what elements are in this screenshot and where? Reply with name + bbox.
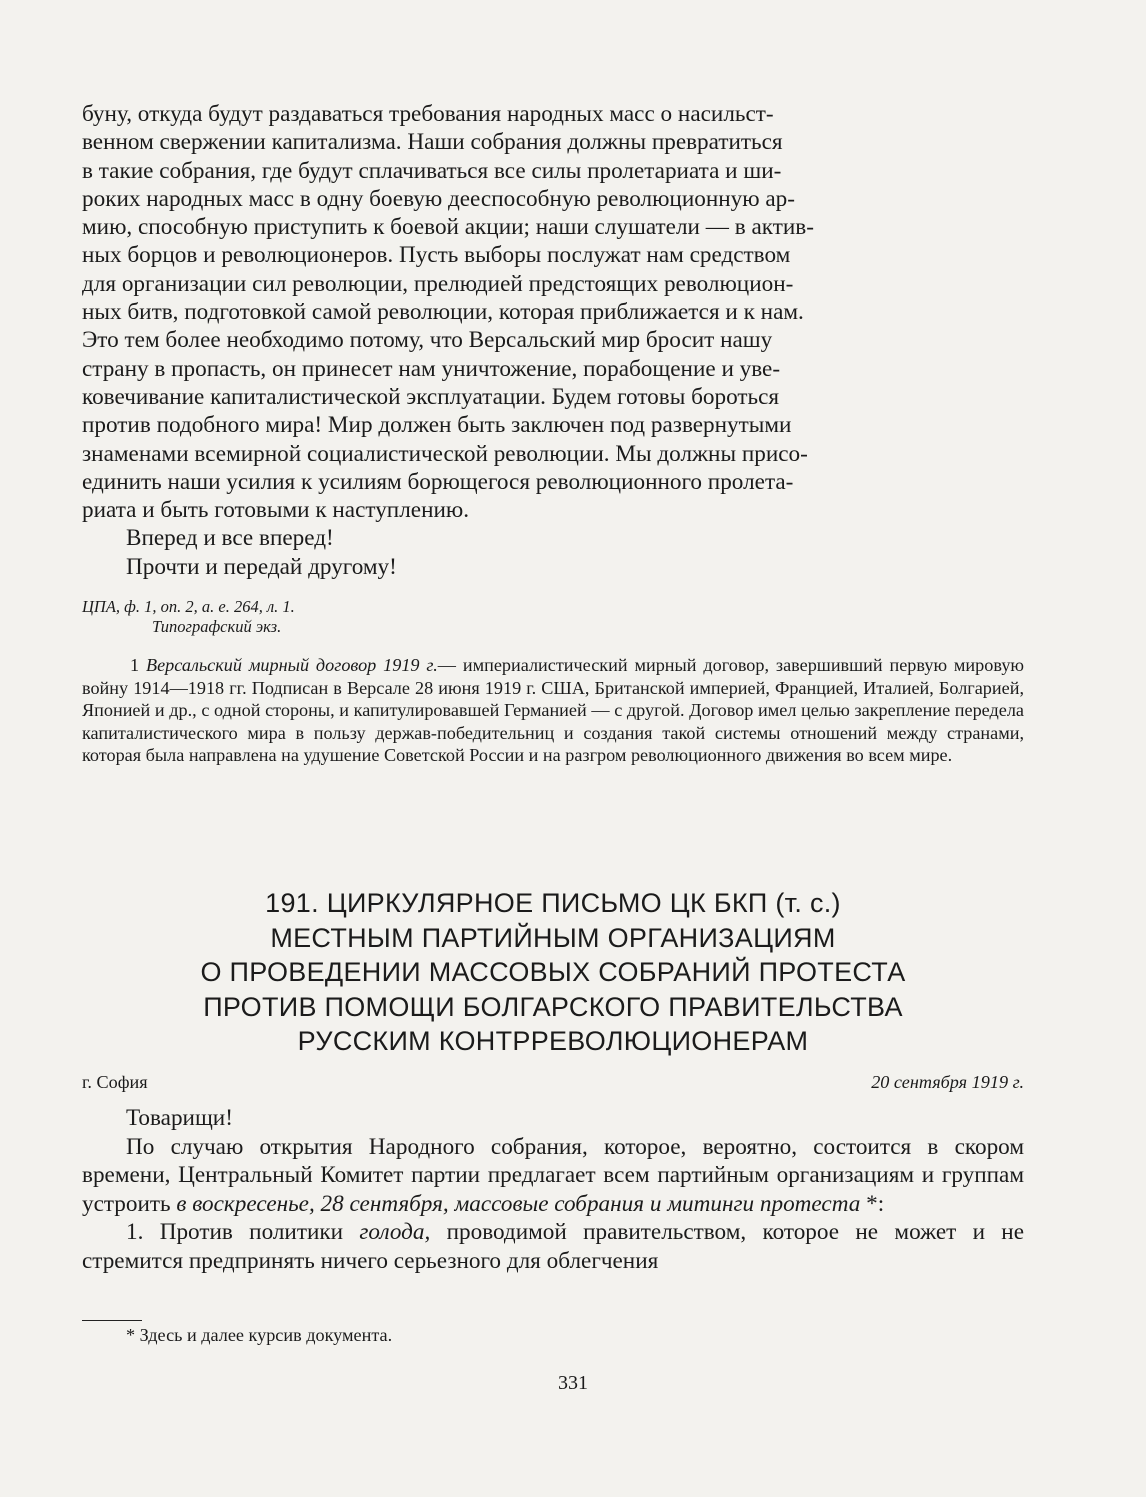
heading-line: РУССКИМ КОНТРРЕВОЛЮЦИОНЕРАМ [297, 1026, 809, 1056]
footnote-term: Версальский мирный договор 1919 г. [145, 655, 438, 675]
body-line: ковечивание капиталистической эксплуатации. Будем готовы бороться [82, 383, 780, 410]
body-line: единить наши усилия к усилиям борющегося революционного пролета- [82, 468, 794, 495]
body-line: страну в пропасть, он принесет нам уничтожение, порабощение и уве- [82, 355, 781, 382]
body-line: знаменами всемирной социалистической революции. Мы должны присо- [82, 440, 808, 467]
heading-line: МЕСТНЫМ ПАРТИЙНЫМ ОРГАНИЗАЦИЯМ [270, 922, 836, 953]
heading-line: О ПРОВЕДЕНИИ МАССОВЫХ СОБРАНИЙ ПРОТЕСТА [200, 957, 906, 987]
body-line: против подобного мира! Мир должен быть заключен под развернутыми [82, 412, 792, 439]
body-line: риата и быть готовыми к наступлению. [82, 497, 470, 524]
paragraph-text: По случаю открытия Народного собрания, которое, вероятно, состоится в скором времени, Центральный Комитет партии предлагает всем партийным организациям и группам устроить [82, 1133, 1024, 1217]
letter-paragraph-2 [82, 1218, 1024, 1275]
salutation: Товарищи! [126, 1105, 233, 1131]
date: 20 сентября 1919 г. [871, 1072, 1024, 1092]
body-line: для организации сил революции, прелюдией предстоящих революцион- [82, 270, 794, 297]
paragraph-text: 1. Против политики [126, 1219, 360, 1245]
place: г. София [82, 1072, 148, 1092]
body-text [82, 100, 1024, 524]
slogan-pass-on: Прочти и передай другому! [126, 554, 397, 580]
footnote [82, 654, 1024, 767]
document-heading [82, 886, 1024, 1059]
body-line: мию, способную приступить к боевой акции; наши слушатели — в актив- [82, 214, 814, 241]
slogan-forward: Вперед и все вперед! [126, 525, 334, 551]
emphasis-text: в воскресенье, 28 сентября, массовые собрания и митинги протеста [176, 1190, 861, 1217]
closing-slogans [82, 524, 1024, 582]
letter-body [82, 1104, 1024, 1275]
footnote-divider [82, 1320, 142, 1321]
body-line: буну, откуда будут раздаваться требования народных масс о насильст- [82, 101, 774, 127]
paragraph-text: проводимой правительством, которое не может и не стремится предпринять ничего серьезного для облегчения [82, 1219, 1025, 1274]
archive-source [82, 597, 1024, 637]
body-line: роких народных масс в одну боевую дееспособную революционную ар- [82, 185, 795, 212]
body-line: Это тем более необходимо потому, что Версальский мир бросит нашу [82, 327, 773, 354]
footnote-marker: 1 [130, 655, 140, 675]
emphasis-text: голода, [359, 1219, 431, 1245]
body-line: ных борцов и революционеров. Пусть выборы послужат нам средством [82, 242, 791, 269]
heading-line: ПРОТИВ ПОМОЩИ БОЛГАРСКОГО ПРАВИТЕЛЬСТВА [203, 991, 903, 1022]
body-line: в такие собрания, где будут сплачиваться все силы пролетариата и ши- [82, 157, 782, 184]
body-line: венном свержении капитализма. Наши собрания должны превратиться [82, 129, 783, 156]
archive-reference: ЦПА, ф. 1, оп. 2, а. е. 264, л. 1. [82, 597, 295, 616]
asterisk-footnote: * Здесь и далее курсив документа. [126, 1325, 393, 1345]
asterisk-marker: *: [860, 1190, 885, 1217]
heading-line: 191. ЦИРКУЛЯРНОЕ ПИСЬМО ЦК БКП (т. с.) [265, 888, 841, 918]
letter-paragraph-1 [82, 1133, 1024, 1219]
body-line: ных битв, подготовкой самой революции, которая приближается и к нам. [82, 299, 804, 326]
page-number: 331 [558, 1372, 588, 1394]
footnote-text: — империалистический мирный договор, завершивший первую мировую войну 1914—1918 гг. Подписан в Версале 28 июня 1919 г. США, Британской империей, Францией, Италией, Болгарией, Японией и др., с одной стороны, и капитулировавшей Германией — с другой. Договор имел целью закрепление передела капиталистического мира в пользу держав-победительниц и создания такой системы отношений между странами, которая была направлена на удушение Советской России и на разгром революционного движения во всем мире. [82, 655, 1024, 766]
copy-type: Типографский экз. [152, 617, 282, 636]
